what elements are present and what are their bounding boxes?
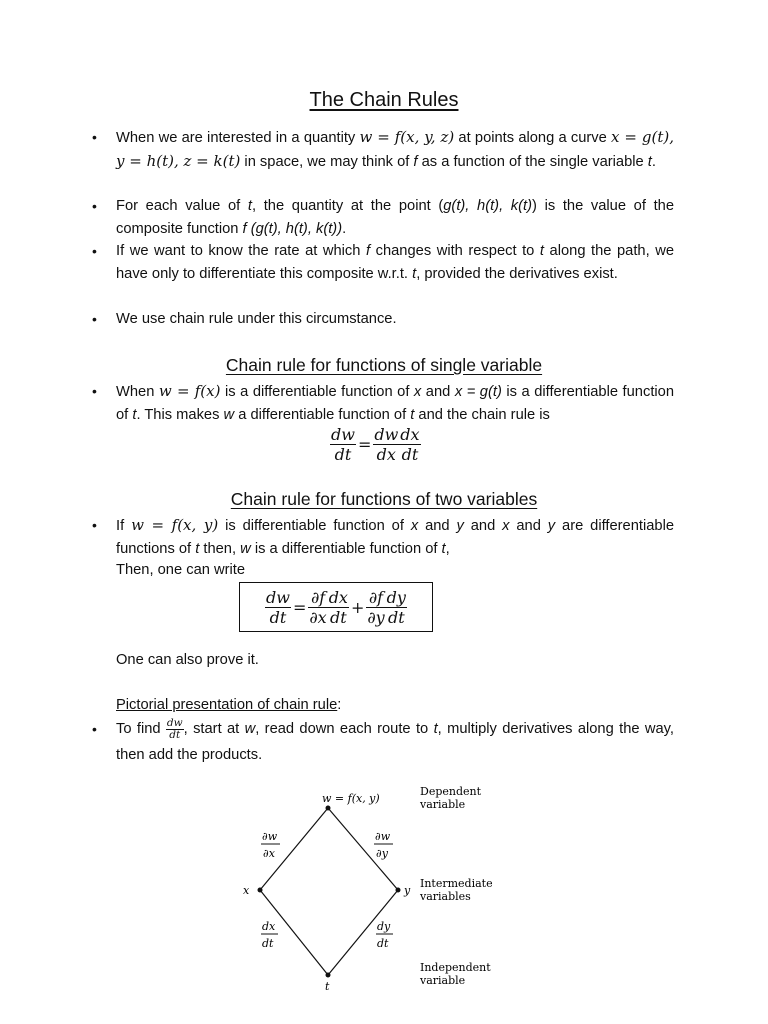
- deriv-dwdx-den: ∂x: [263, 847, 275, 860]
- node-w: [326, 806, 331, 811]
- caption-intermediate-2: variables: [420, 890, 471, 903]
- section-heading-single-variable: Chain rule for functions of single variable: [225, 355, 543, 375]
- bullet-rate-of-change: • If we want to know the rate at which f changes with respect to t along the path, we have only to differentiate this composite w.r.t. t, provided the derivatives exist.: [116, 240, 674, 285]
- can-also-prove: One can also prove it.: [116, 652, 259, 668]
- caption-independent-2: variable: [420, 974, 466, 987]
- bullet-composite-value: • For each value of t, the quantity at the point (g(t), h(t), k(t)) is the value of the composite function f (g(t), h(t), k(t)).: [116, 195, 674, 240]
- fraction-dw-dt: $\frac{dw}{dt}$: [331, 425, 355, 464]
- node-x: [258, 888, 263, 893]
- fraction-dw-dt: $\frac{dw}{dt}$: [266, 587, 290, 627]
- formula-two-variable-chain-rule: $\frac{dw}{dt}$ = $\frac{\partial f}{\partial x}$ $\frac{dx}{dt}$ + $\frac{\partial f}{\partial y}$ $\frac{dy}{dt}$: [239, 582, 433, 632]
- math-curve: x = g(t), y = h(t), z = k(t): [116, 128, 674, 170]
- math-w-fxy: w = f(x, y): [131, 516, 219, 534]
- bullet-quantity-on-curve: • When we are interested in a quantity w = f(x, y, z) at points along a curve x = g(t), y = h(t), z = k(t) in space, we may think of f as a function of the single variable t.: [116, 126, 674, 173]
- deriv-dwdx-num: ∂w: [262, 830, 278, 843]
- math-w-fx: w = f(x): [158, 382, 221, 400]
- fraction-dw-dx: $\frac{dw}{dx}$: [374, 425, 399, 464]
- section-heading-two-variables: Chain rule for functions of two variables: [230, 489, 538, 509]
- caption-intermediate-1: Intermediate: [420, 877, 493, 890]
- fraction-dx-dt: $\frac{dx}{dt}$: [328, 587, 348, 627]
- chain-rule-tree-diagram: [230, 780, 520, 1000]
- bullet-pictorial-instructions: • To find $\frac{dw}{dt}$ , start at w, read down each route to t, multiply derivatives along the way, then add the products.: [116, 716, 674, 768]
- caption-independent-1: Independent: [420, 961, 491, 974]
- deriv-dwdy-den: ∂y: [376, 847, 388, 860]
- label-node-y: y: [404, 884, 411, 897]
- bullet-two-variables: • If w = f(x, y) is differentiable function of x and y and x and y are differentiable functions of t then, w is a differentiable function of t,: [116, 514, 674, 560]
- deriv-dxdt-den: dt: [262, 937, 274, 950]
- label-node-x: x: [243, 884, 250, 897]
- fraction-dy-dt: $\frac{dy}{dt}$: [386, 587, 406, 627]
- caption-dependent-2: variable: [420, 798, 466, 811]
- pictorial-heading: Pictorial presentation of chain rule:: [116, 697, 342, 713]
- deriv-dwdy-num: ∂w: [375, 830, 391, 843]
- formula-single-chain-rule: $\frac{dw}{dt}$ = $\frac{dw}{dx}$ $\frac{dx}{dt}$: [331, 425, 420, 464]
- fraction-dx-dt: $\frac{dx}{dt}$: [400, 425, 420, 464]
- page-title: The Chain Rules: [309, 89, 459, 111]
- bullet-use-chain-rule: • We use chain rule under this circumstance.: [116, 308, 674, 331]
- bullet-single-variable: • When w = f(x) is a differentiable function of x and x = g(t) is a differentiable function of t. This makes w a differentiable function of t and the chain rule is: [116, 380, 674, 426]
- fraction-dw-dt-inline: $\frac{dw}{dt}$: [166, 716, 183, 741]
- fraction-partial-f-x: $\frac{\partial f}{\partial x}$: [309, 587, 327, 627]
- then-one-can-write: Then, one can write: [116, 562, 245, 578]
- fraction-partial-f-y: $\frac{\partial f}{\partial y}$: [367, 587, 385, 627]
- label-node-t: t: [325, 980, 330, 993]
- deriv-dydt-den: dt: [377, 937, 389, 950]
- label-top-w: w = f(x, y): [322, 792, 380, 805]
- node-t: [326, 973, 331, 978]
- node-y: [396, 888, 401, 893]
- math-w-fxyz: w = f(x, y, z): [359, 128, 455, 146]
- deriv-dydt-num: dy: [377, 920, 391, 933]
- deriv-dxdt-num: dx: [262, 920, 276, 933]
- caption-dependent-1: Dependent: [420, 785, 482, 798]
